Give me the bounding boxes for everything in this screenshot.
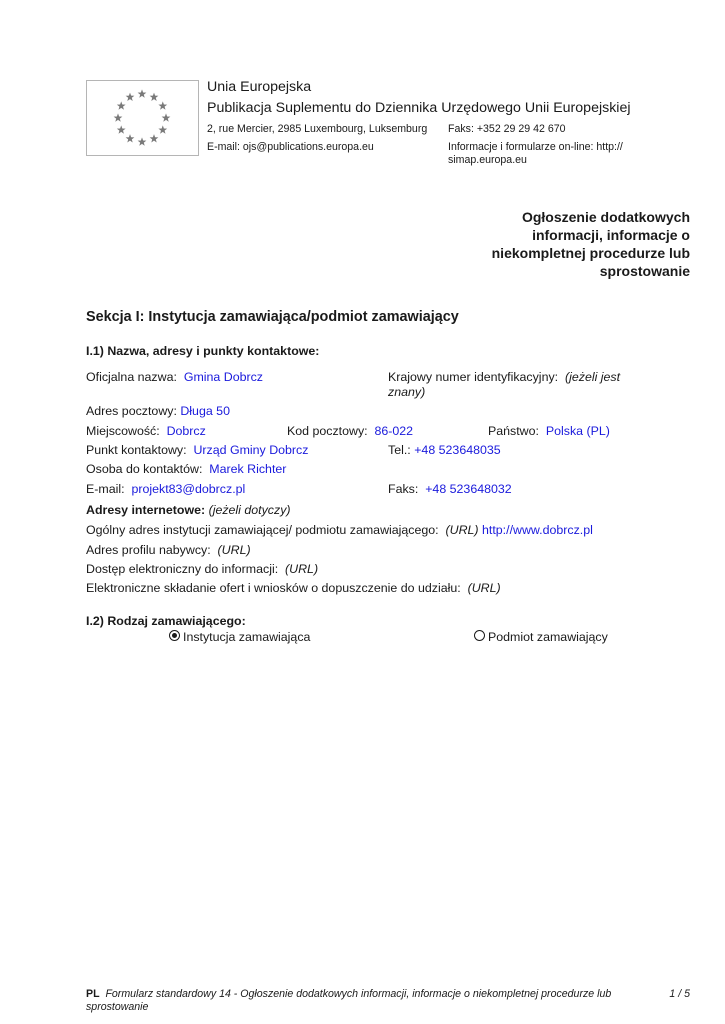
contact-point-value: Urząd Gminy Dobrcz xyxy=(193,443,309,457)
national-id-row xyxy=(388,369,620,385)
postal-address-label: Adres pocztowy: xyxy=(86,404,177,418)
header-email: E-mail: ojs@publications.europa.eu xyxy=(207,141,374,153)
header-info-line1: Informacje i formularze on-line: http:// xyxy=(448,141,623,153)
url-note: (URL) xyxy=(217,543,251,557)
radio-label: Instytucja zamawiająca xyxy=(183,630,311,644)
header-publication: Publikacja Suplementu do Dziennika Urzędowego Unii Europejskiej xyxy=(207,100,631,116)
official-name-label: Oficjalna nazwa: xyxy=(86,370,177,384)
electronic-access-row xyxy=(86,561,318,577)
star-icon xyxy=(138,137,147,145)
email-value[interactable]: projekt83@dobrcz.pl xyxy=(131,482,246,496)
footer-line1 xyxy=(86,988,611,1001)
notice-title xyxy=(450,208,690,280)
header-fax: Faks: +352 29 29 42 670 xyxy=(448,123,566,135)
fax-value: +48 523648032 xyxy=(425,482,512,496)
contact-person-row xyxy=(86,461,286,477)
internet-addresses-row xyxy=(86,502,291,518)
radio-checked-icon[interactable] xyxy=(169,630,180,641)
radio-label: Podmiot zamawiający xyxy=(488,630,608,644)
radio-contracting-authority[interactable] xyxy=(169,629,310,645)
general-address-label: Ogólny adres instytucji zamawiającej/ podmiotu zamawiającego: xyxy=(86,523,439,537)
radio-contracting-entity[interactable] xyxy=(474,629,608,645)
url-note: (URL) xyxy=(467,581,501,595)
star-icon xyxy=(117,125,126,133)
postal-address-value: Długa 50 xyxy=(180,404,230,418)
header-address: 2, rue Mercier, 2985 Luxembourg, Luksemburg xyxy=(207,123,428,135)
postcode-label: Kod pocztowy: xyxy=(287,424,368,438)
url-note: (URL) xyxy=(285,562,319,576)
postcode-row xyxy=(287,423,413,439)
internet-addresses-note: (jeżeli dotyczy) xyxy=(208,503,291,517)
subsection-authority-type-title: I.2) Rodzaj zamawiającego: xyxy=(86,614,246,628)
fax-label: Faks: xyxy=(388,482,419,496)
contact-person-value: Marek Richter xyxy=(209,462,287,476)
buyer-profile-row xyxy=(86,542,251,558)
star-icon xyxy=(158,125,167,133)
url-note: (URL) xyxy=(445,523,479,537)
notice-title-line: informacji, informacje o xyxy=(532,227,690,243)
contact-person-label: Osoba do kontaktów: xyxy=(86,462,203,476)
radio-unchecked-icon[interactable] xyxy=(474,630,485,641)
notice-title-line: Ogłoszenie dodatkowych xyxy=(521,209,690,225)
tel-value: +48 523648035 xyxy=(414,443,501,457)
footer-form-title-cont: sprostowanie xyxy=(86,1001,149,1013)
official-name-value: Gmina Dobrcz xyxy=(183,370,263,384)
national-id-label: Krajowy numer identyfikacyjny: xyxy=(388,370,559,384)
header-org: Unia Europejska xyxy=(207,79,312,95)
national-id-note-cont: znany) xyxy=(388,385,426,399)
star-icon xyxy=(138,89,147,97)
postal-address-row xyxy=(86,403,230,419)
eu-flag-logo xyxy=(86,80,199,156)
page-number: 1 / 5 xyxy=(669,988,690,1000)
fax-row xyxy=(388,481,512,497)
electronic-submission-label: Elektroniczne składanie ofert i wniosków o dopuszczenie do udziału: xyxy=(86,581,461,595)
electronic-submission-row xyxy=(86,580,501,596)
country-value: Polska (PL) xyxy=(545,424,610,438)
notice-title-line: sprostowanie xyxy=(599,263,690,279)
email-label: E-mail: xyxy=(86,482,125,496)
buyer-profile-label: Adres profilu nabywcy: xyxy=(86,543,211,557)
star-icon xyxy=(150,93,159,101)
country-label: Państwo: xyxy=(488,424,539,438)
footer xyxy=(86,988,611,1014)
section-title: Sekcja I: Instytucja zamawiająca/podmiot zamawiający xyxy=(86,309,459,325)
header-info-line2: simap.europa.eu xyxy=(448,154,527,166)
country-row xyxy=(488,423,610,439)
contact-point-row xyxy=(86,442,308,458)
electronic-access-label: Dostęp elektroniczny do informacji: xyxy=(86,562,279,576)
star-icon xyxy=(117,101,126,109)
star-icon xyxy=(150,134,159,142)
city-label: Miejscowość: xyxy=(86,424,160,438)
contact-point-label: Punkt kontaktowy: xyxy=(86,443,187,457)
general-address-link[interactable]: http://www.dobrcz.pl xyxy=(482,523,593,537)
tel-row xyxy=(388,442,501,458)
national-id-note: (jeżeli jest xyxy=(564,370,621,384)
notice-title-line: niekompletnej procedurze lub xyxy=(491,245,690,261)
city-row xyxy=(86,423,206,439)
star-icon xyxy=(114,113,123,121)
email-row xyxy=(86,481,245,497)
official-name-row xyxy=(86,369,263,385)
star-icon xyxy=(158,101,167,109)
subsection-contact-title: I.1) Nazwa, adresy i punkty kontaktowe: xyxy=(86,344,320,358)
star-icon xyxy=(126,134,135,142)
star-icon xyxy=(126,93,135,101)
general-address-row xyxy=(86,522,593,538)
internet-addresses-label: Adresy internetowe: xyxy=(86,503,206,517)
star-icon xyxy=(162,113,171,121)
city-value: Dobrcz xyxy=(166,424,206,438)
footer-form-title: Formularz standardowy 14 - Ogłoszenie dodatkowych informacji, informacje o niekompletnej procedurze lub xyxy=(105,988,612,1000)
footer-lang: PL xyxy=(86,988,100,1000)
eu-stars-icon xyxy=(87,81,198,155)
postcode-value: 86-022 xyxy=(374,424,414,438)
tel-label: Tel.: xyxy=(388,443,411,457)
